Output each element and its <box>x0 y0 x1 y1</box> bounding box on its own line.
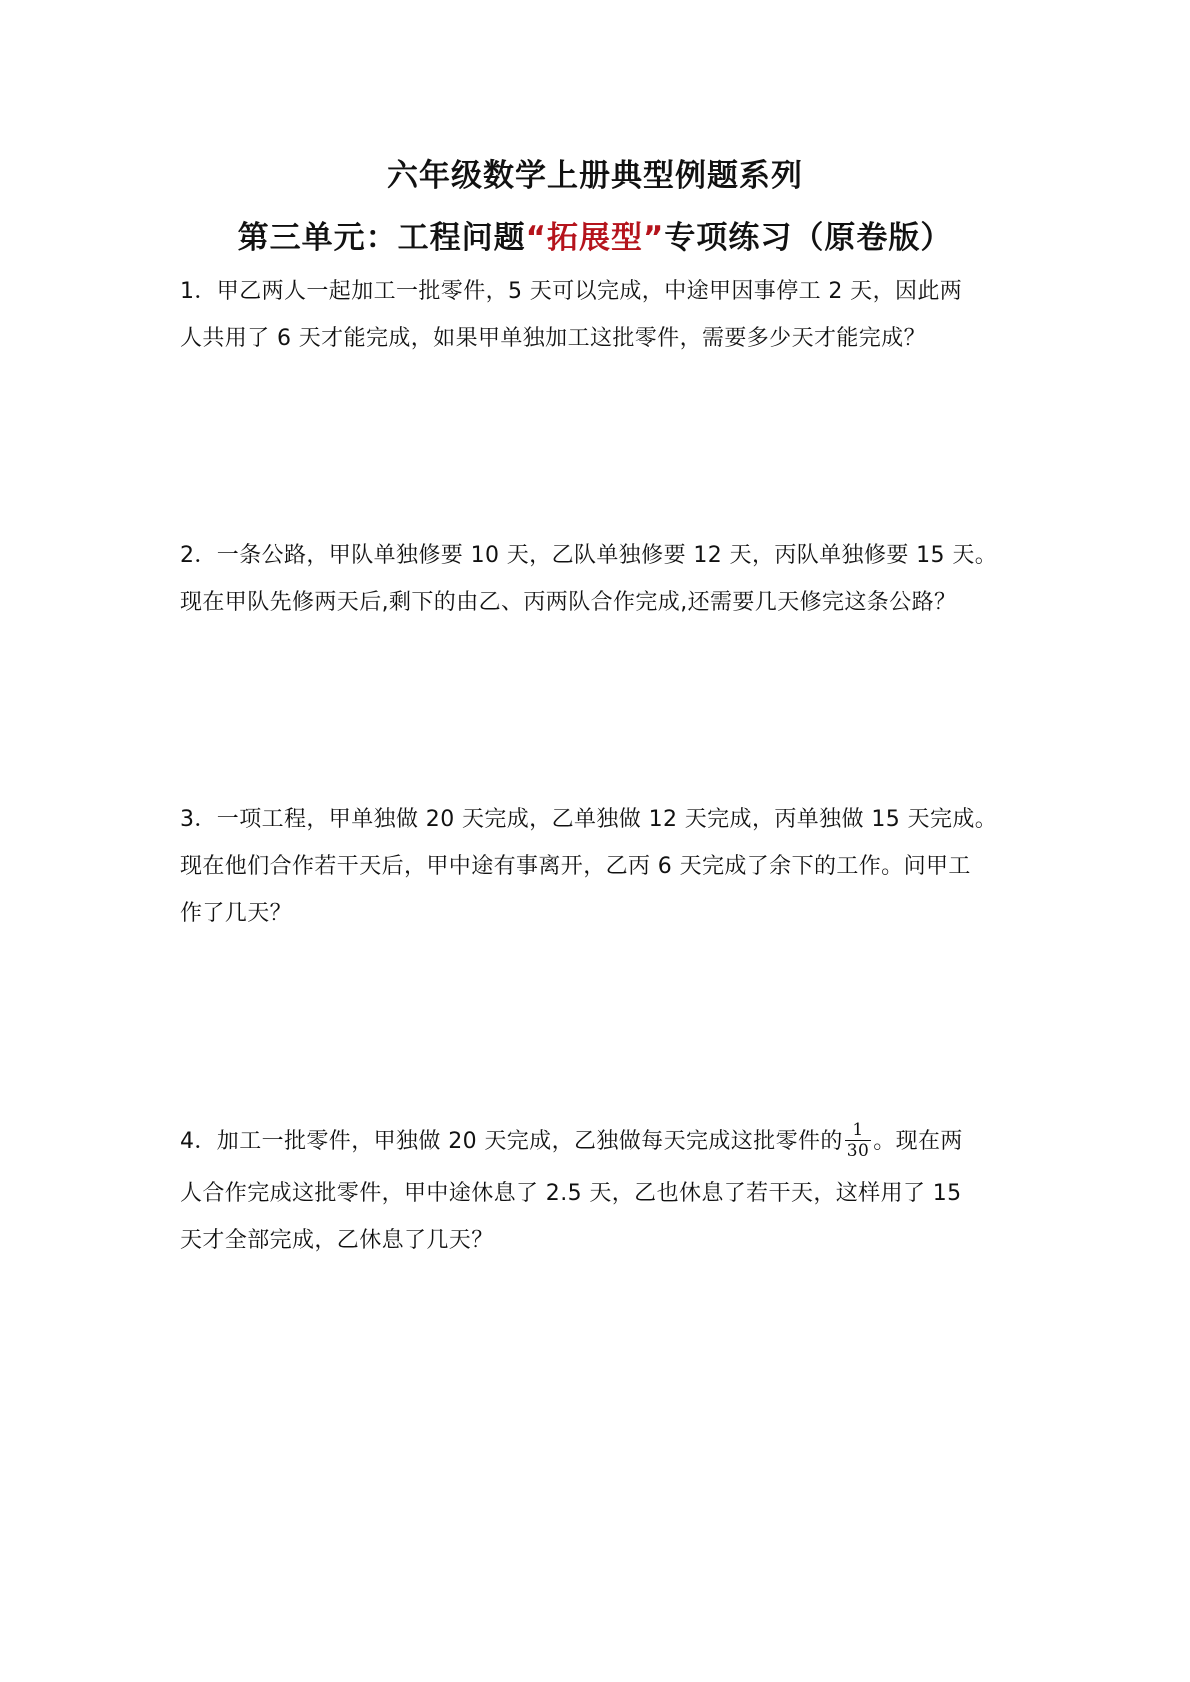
question-line: 3．一项工程，甲单独做 20 天完成，乙单独做 12 天完成，丙单独做 15 天完成。 <box>180 807 998 832</box>
subtitle-suffix: 专项练习（原卷版） <box>664 220 953 256</box>
fraction-denominator: 30 <box>846 1140 870 1161</box>
page-subtitle <box>0 218 1190 258</box>
question-line: 现在他们合作若干天后，甲中途有事离开，乙丙 6 天完成了余下的工作。问甲工 <box>180 854 971 879</box>
question-line-start: 4．加工一批零件，甲独做 20 天完成，乙独做每天完成这批零件的 <box>180 1129 843 1154</box>
question-3 <box>180 796 1014 937</box>
question-line: 作了几天？ <box>180 901 293 926</box>
question-4 <box>180 1118 1014 1264</box>
question-1 <box>180 268 1014 362</box>
page-title: 六年级数学上册典型例题系列 <box>387 158 803 194</box>
question-line: 2．一条公路，甲队单独修要 10 天，乙队单独修要 12 天，丙队单独修要 15 天。 <box>180 543 998 568</box>
question-2 <box>180 532 1014 626</box>
fraction-numerator: 1 <box>852 1119 864 1140</box>
question-line: 人共用了 6 天才能完成，如果甲单独加工这批零件，需要多少天才能完成？ <box>180 326 926 351</box>
question-line: 人合作完成这批零件，甲中途休息了 2.5 天，乙也休息了若干天，这样用了 15 <box>180 1181 962 1206</box>
question-line: 天才全部完成，乙休息了几天？ <box>180 1228 494 1253</box>
fraction <box>845 1120 871 1161</box>
question-line: 现在甲队先修两天后,剩下的由乙、丙两队合作完成,还需要几天修完这条公路？ <box>180 590 957 615</box>
question-line <box>180 1118 1014 1170</box>
subtitle-highlight: “拓展型” <box>525 220 665 256</box>
question-line-end: 。现在两 <box>873 1129 963 1154</box>
question-line: 1．甲乙两人一起加工一批零件，5 天可以完成，中途甲因事停工 2 天，因此两 <box>180 279 963 304</box>
subtitle-prefix: 第三单元：工程问题 <box>237 220 526 256</box>
